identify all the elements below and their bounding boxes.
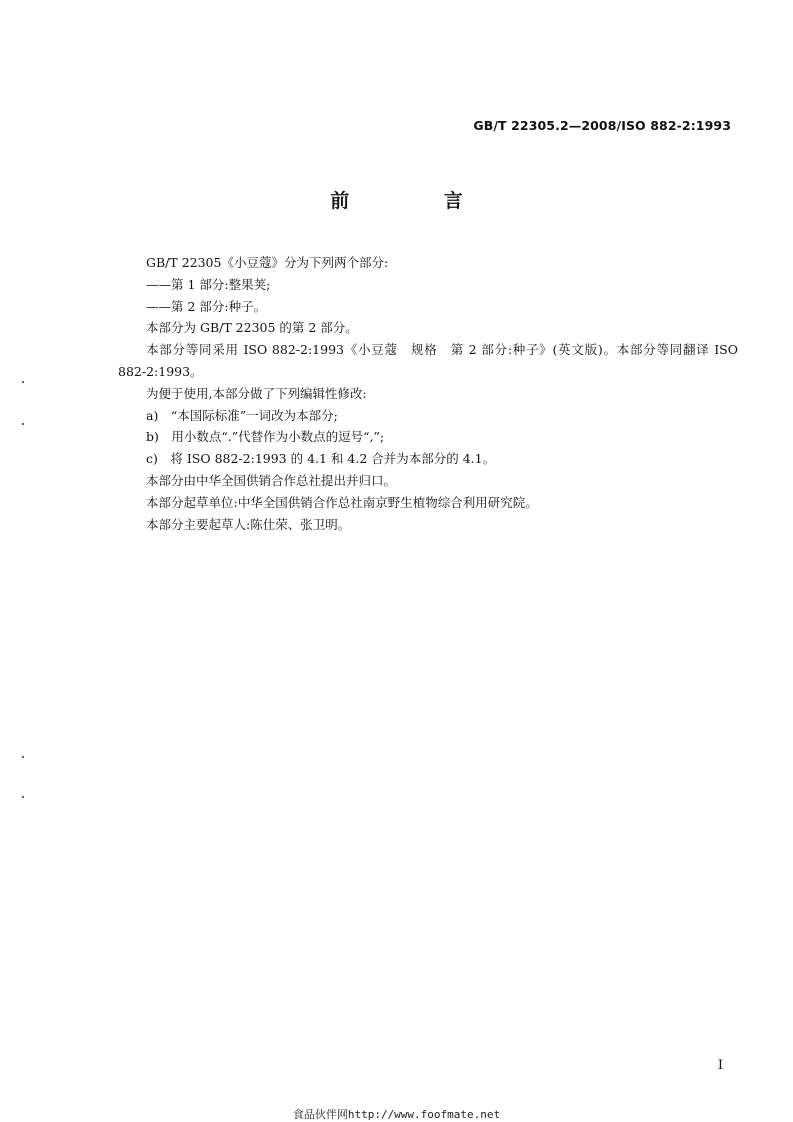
foreword-body: [118, 252, 738, 535]
paragraph-proposer: 本部分由中华全国供销合作总社提出并归口。: [146, 472, 397, 488]
paragraph-drafters: 本部分主要起草人:陈仕荣、张卫明。: [146, 516, 351, 532]
page-number: I: [717, 1058, 723, 1073]
paragraph-parts-intro: GB/T 22305《小豆蔻》分为下列两个部分:: [146, 255, 389, 270]
list-item-part-2: ——第 2 部分:种子。: [146, 298, 267, 314]
list-item-edit-b: b) 用小数点“.”代替作为小数点的逗号“,”;: [146, 429, 385, 445]
standard-number: GB/T 22305.2—2008/ISO 882-2:1993: [473, 118, 731, 133]
paragraph-drafting-unit: 本部分起草单位:中华全国供销合作总社南京野生植物综合利用研究院。: [146, 494, 538, 510]
list-item-edit-a: a) “本国际标准”一词改为本部分;: [146, 407, 338, 423]
scan-speck: [22, 423, 24, 425]
scan-speck: [22, 796, 24, 798]
page-title: 前 言: [330, 190, 507, 212]
paragraph-this-part: 本部分为 GB/T 22305 的第 2 部分。: [146, 320, 358, 336]
footer-watermark: 食品伙伴网http://www.foofmate.net: [292, 1108, 501, 1121]
list-item-part-1: ——第 1 部分:整果荚;: [146, 276, 271, 292]
list-item-edit-c: c) 将 ISO 882-2:1993 的 4.1 和 4.2 合并为本部分的 4.1。: [146, 451, 496, 467]
paragraph-edits-intro: 为便于使用,本部分做了下列编辑性修改:: [146, 385, 367, 401]
scan-speck: [22, 756, 24, 758]
scan-speck: [22, 381, 24, 383]
paragraph-adoption: 本部分等同采用 ISO 882-2:1993《小豆蔻 规格 第 2 部分:种子》(英文版)。本部分等同翻译 ISO 882-2:1993。: [118, 342, 738, 379]
